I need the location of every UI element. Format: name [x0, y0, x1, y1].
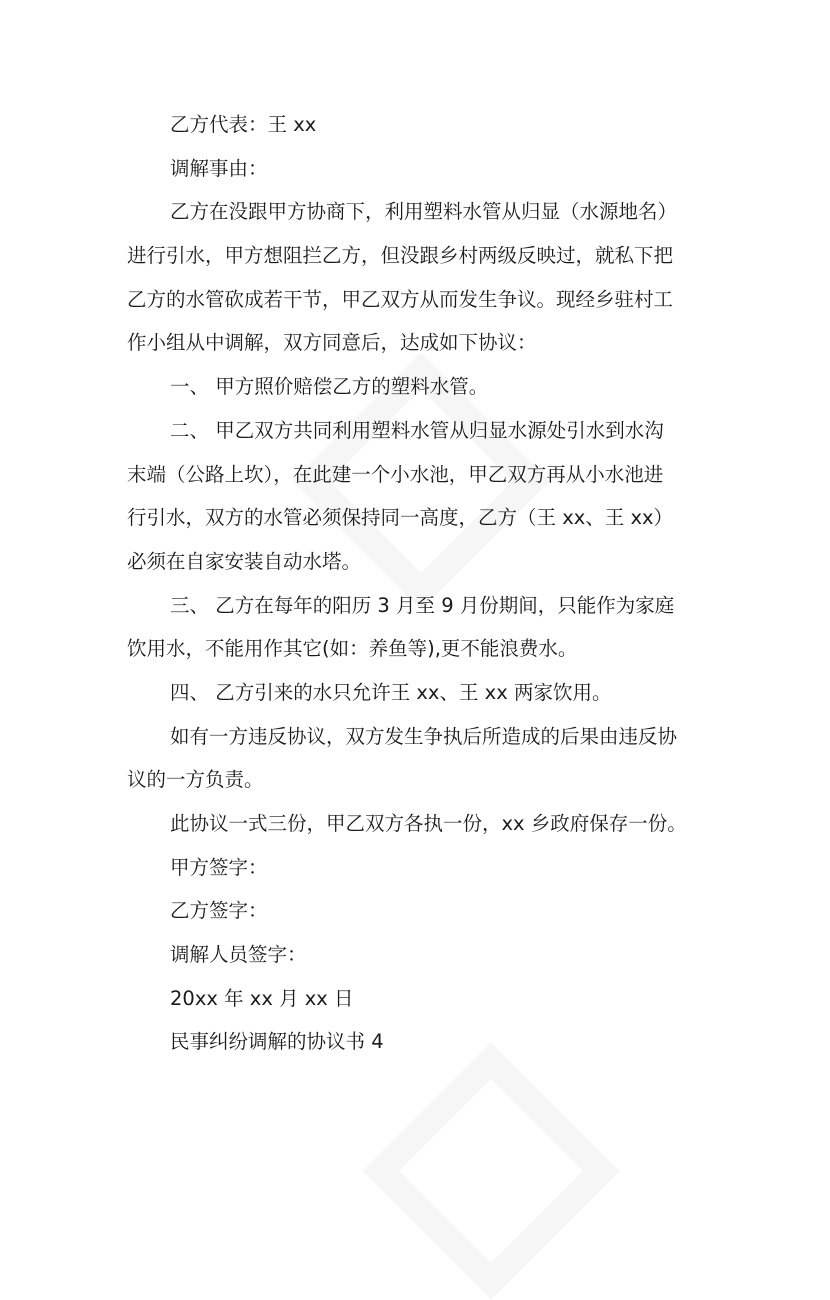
text-line: 如有一方违反协议，双方发生争执后所造成的后果由违反协 [170, 724, 678, 748]
text-line: 民事纠纷调解的协议书 4 [170, 1030, 384, 1054]
text-line: 行引水，双方的水管必须保持同一高度，乙方（王 xx、王 xx） [127, 506, 674, 530]
text-line: 乙方代表：王 xx [170, 113, 317, 136]
text-line: 进行引水，甲方想阻拦乙方，但没跟乡村两级反映过，就私下把 [127, 244, 674, 268]
text-line: 一、 甲方照价赔偿乙方的塑料水管。 [170, 375, 489, 399]
text-line: 三、 乙方在每年的阳历 3 月至 9 月份期间，只能作为家庭 [170, 593, 675, 617]
text-line: 饮用水，不能用作其它(如：养鱼等),更不能浪费水。 [127, 637, 578, 661]
document-body [127, 103, 727, 1064]
text-line: 调解人员签字： [170, 943, 307, 967]
text-line: 甲方签字： [170, 855, 268, 879]
text-line: 此协议一式三份，甲乙双方各执一份，xx 乡政府保存一份。 [170, 812, 687, 835]
text-line: 乙方签字： [170, 899, 268, 923]
text-line: 议的一方负责。 [127, 768, 264, 792]
text-line: 必须在自家安装自动水塔。 [127, 549, 362, 573]
text-line: 二、 甲乙双方共同利用塑料水管从归显水源处引水到水沟 [170, 418, 664, 442]
text-line: 末端（公路上坎），在此建一个小水池，甲乙双方再从小水池进 [127, 462, 664, 486]
text-line: 调解事由： [170, 156, 268, 180]
text-line: 乙方的水管砍成若干节，甲乙双方从而发生争议。现经乡驻村工 [127, 287, 674, 311]
text-line: 作小组从中调解，双方同意后，达成如下协议： [127, 331, 537, 355]
text-line: 四、 乙方引来的水只允许王 xx、王 xx 两家饮用。 [170, 680, 612, 704]
watermark-diamond-bottom [362, 1042, 619, 1299]
text-line: 乙方在没跟甲方协商下，利用塑料水管从归显（水源地名） [170, 200, 678, 224]
text-line: 20xx 年 xx 月 xx 日 [170, 986, 354, 1010]
